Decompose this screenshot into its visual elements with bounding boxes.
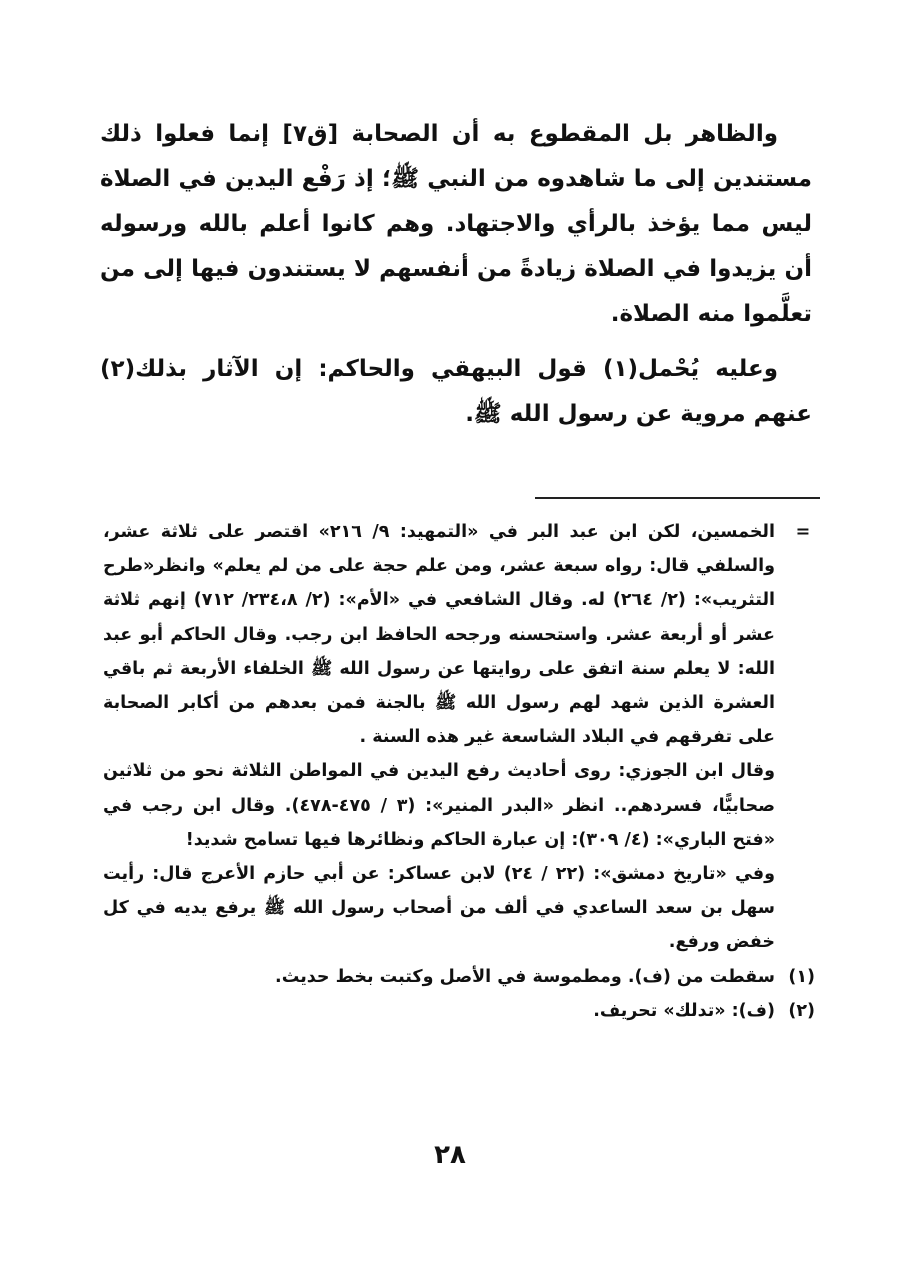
footnote-paragraph: وقال ابن الجوزي: روى أحاديث رفع اليدين في المواطن الثلاثة نحو من ثلاثين صحابيًّا، فسردهم.. انظر «البدر المنير»: (٣ / ٤٧٥-٤٧٨). وقال ابن رجب في «فتح الباري»: (٤/ ٣٠٩): إن عبارة الحاكم ونظائرها فيها تسامح شديد!: [103, 761, 775, 850]
footnote-continuation: [103, 754, 815, 857]
footnote-paragraph: الخمسين، لكن ابن عبد البر في «التمهيد: ٩/ ٢١٦» اقتصر على ثلاثة عشر، والسلفي قال: رواه سبعة عشر، ومن علم حجة على من لم يعلم» وانظر«طرح التثريب»: (٢/ ٢٦٤) له. وقال الشافعي في «الأم»: (٢/ ٢٣٤،٨/ ٧١٢) إنهم ثلاثة عشر أو أربعة عشر. واستحسنه ورجحه الحافظ ابن رجب. وقال الحاكم أبو عبد الله: لا يعلم سنة اتفق على روايتها عن رسول الله ﷺ الخلفاء الأربعة ثم باقي العشرة الذين شهد لهم رسول الله ﷺ بالجنة فمن بعدهم من أكابر الصحابة على تفرقهم في البلاد الشاسعة غير هذه السنة .: [103, 522, 776, 748]
continuation-marker: =: [795, 522, 811, 542]
footnote-number: (٢): [788, 1000, 815, 1021]
footnote-item: [103, 994, 815, 1028]
footnote-number: (١): [788, 966, 815, 987]
footnote-text: (ف): «تدلك» تحريف.: [593, 1000, 775, 1021]
footnote-divider: [535, 497, 820, 499]
footnote-item: [103, 960, 815, 994]
main-text: [100, 112, 812, 447]
main-paragraph: وعليه يُحْمل(١) قول البيهقي والحاكم: إن الآثار بذلك(٢) عنهم مروية عن رسول الله ﷺ.: [100, 356, 812, 427]
footnote-continuation: [103, 515, 815, 754]
footnote-text: سقطت من (ف). ومطموسة في الأصل وكتبت بخط حديث.: [275, 966, 775, 987]
main-paragraph: والظاهر بل المقطوع به أن الصحابة [ق٧] إنما فعلوا ذلك مستندين إلى ما شاهدوه من النبي ﷺ؛ إذ رَفْع اليدين في الصلاة ليس مما يؤخذ بالرأي والاجتهاد. وهم كانوا أعلم بالله ورسوله أن يزيدوا في الصلاة زيادةً من أنفسهم لا يستندون فيها إلى من تعلَّموا منه الصلاة.: [100, 121, 812, 327]
footnote-continuation: [103, 857, 815, 960]
footnotes-section: [103, 515, 815, 1028]
footnote-paragraph: وفي «تاريخ دمشق»: (٢٢ / ٢٤) لابن عساكر: عن أبي حازم الأعرج قال: رأيت سهل بن سعد الساعدي في ألف من أصحاب رسول الله ﷺ يرفع يديه في كل خفض ورفع.: [103, 864, 775, 953]
page-number: ٢٨: [434, 1140, 466, 1170]
